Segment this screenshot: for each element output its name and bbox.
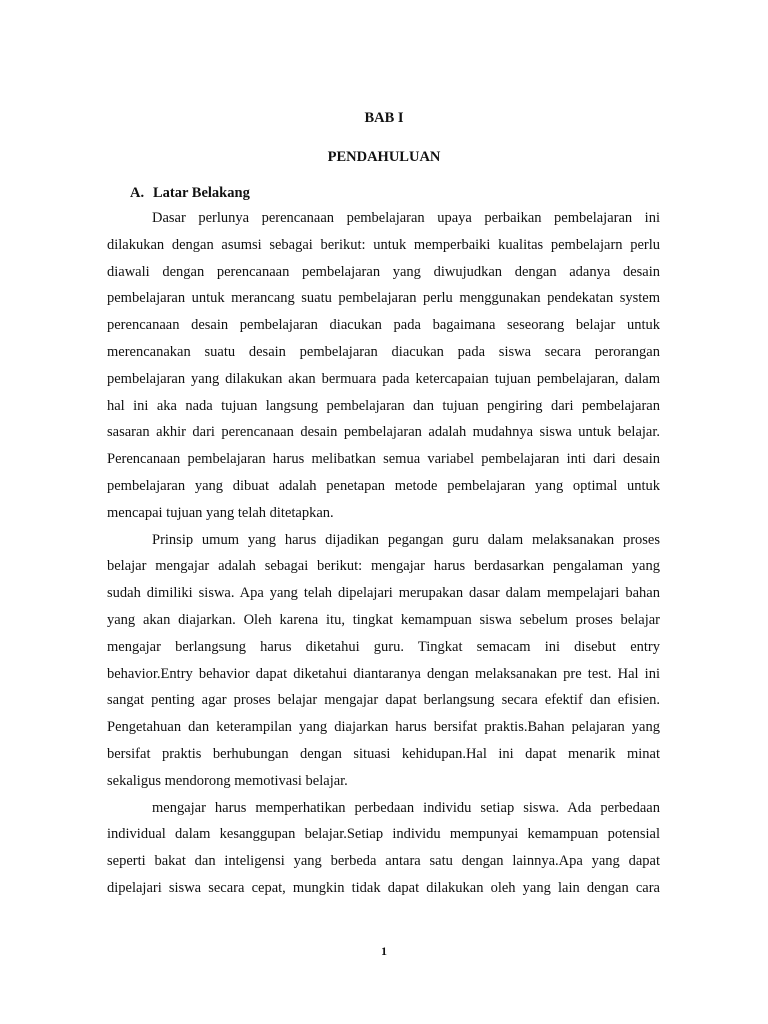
text-line: bersifat praktis berhubungan dengan situasi kehidupan.Hal ini dapat menarik minat: [107, 745, 660, 762]
text-line: mengajar harus memperhatikan perbedaan individu setiap siswa. Ada perbedaan: [152, 799, 660, 816]
text-line: hal ini aka nada tujuan langsung pembelajaran dan tujuan pengiring dari pembelajaran: [107, 397, 660, 414]
text-line: behavior.Entry behavior dapat diketahui diantaranya dengan melaksanakan pre test. Hal ini: [107, 665, 660, 682]
paragraph-1: [107, 205, 660, 527]
section-heading: [130, 185, 250, 201]
chapter-number: BAB I: [364, 110, 404, 126]
text-line: pembelajaran yang dibuat adalah penetapan metode pembelajaran yang optimal untuk: [107, 477, 660, 494]
text-line: belajar mengajar adalah sebagai berikut: mengajar harus berdasarkan pengalaman yang: [107, 558, 660, 575]
paragraph-2: [107, 527, 660, 795]
text-line: merencanakan suatu desain pembelajaran diacukan pada siswa secara perorangan: [107, 343, 660, 360]
section-marker: A.: [130, 185, 145, 201]
chapter-title: PENDAHULUAN: [327, 149, 441, 165]
text-line: perencanaan desain pembelajaran diacukan pada bagaimana seseorang belajar untuk: [107, 317, 660, 334]
text-line: seperti bakat dan inteligensi yang berbeda antara satu dengan lainnya.Apa yang dapat: [107, 853, 660, 870]
text-line: Pengetahuan dan keterampilan yang diajarkan harus bersifat praktis.Bahan pelajaran yang: [107, 719, 660, 736]
text-line: sangat penting agar proses belajar mengajar dapat berlangsung secara efektif dan efisien.: [107, 692, 660, 709]
text-line: pembelajaran yang dilakukan akan bermuara pada ketercapaian tujuan pembelajaran, dalam: [107, 370, 660, 387]
text-line: pembelajaran untuk merancang suatu pembelajaran perlu menggunakan pendekatan system: [107, 290, 660, 307]
text-line: mengajar berlangsung harus diketahui guru. Tingkat semacam ini disebut entry: [107, 638, 660, 655]
text-line: dilakukan dengan asumsi sebagai berikut: untuk memperbaiki kualitas pembelajarn perlu: [107, 236, 660, 253]
text-line: sasaran akhir dari perencanaan desain pembelajaran adalah mudahnya siswa untuk belajar.: [107, 424, 660, 441]
text-line: Perencanaan pembelajaran harus melibatkan semua variabel pembelajaran inti dari desain: [107, 451, 660, 468]
text-line: sekaligus mendorong memotivasi belajar.: [107, 772, 348, 789]
text-line: Dasar perlunya perencanaan pembelajaran upaya perbaikan pembelajaran ini: [152, 210, 660, 226]
text-line: individual dalam kesanggupan belajar.Setiap individu mempunyai kemampuan potensial: [107, 826, 660, 843]
text-line: dipelajari siswa secara cepat, mungkin tidak dapat dilakukan oleh yang lain dengan cara: [107, 879, 660, 896]
section-title: Latar Belakang: [153, 185, 250, 201]
page-number: 1: [381, 944, 387, 958]
text-line: diawali dengan perencanaan pembelajaran yang diwujudkan dengan adanya desain: [107, 263, 660, 280]
text-line: sudah dimiliki siswa. Apa yang telah dipelajari merupakan dasar dalam mempelajari bahan: [107, 585, 660, 602]
text-line: yang akan diajarkan. Oleh karena itu, tingkat kemampuan siswa sebelum proses belajar: [107, 611, 660, 628]
text-line: mencapai tujuan yang telah ditetapkan.: [107, 504, 334, 521]
text-line: Prinsip umum yang harus dijadikan pegangan guru dalam melaksanakan proses: [152, 531, 660, 548]
paragraph-3: [107, 795, 660, 902]
